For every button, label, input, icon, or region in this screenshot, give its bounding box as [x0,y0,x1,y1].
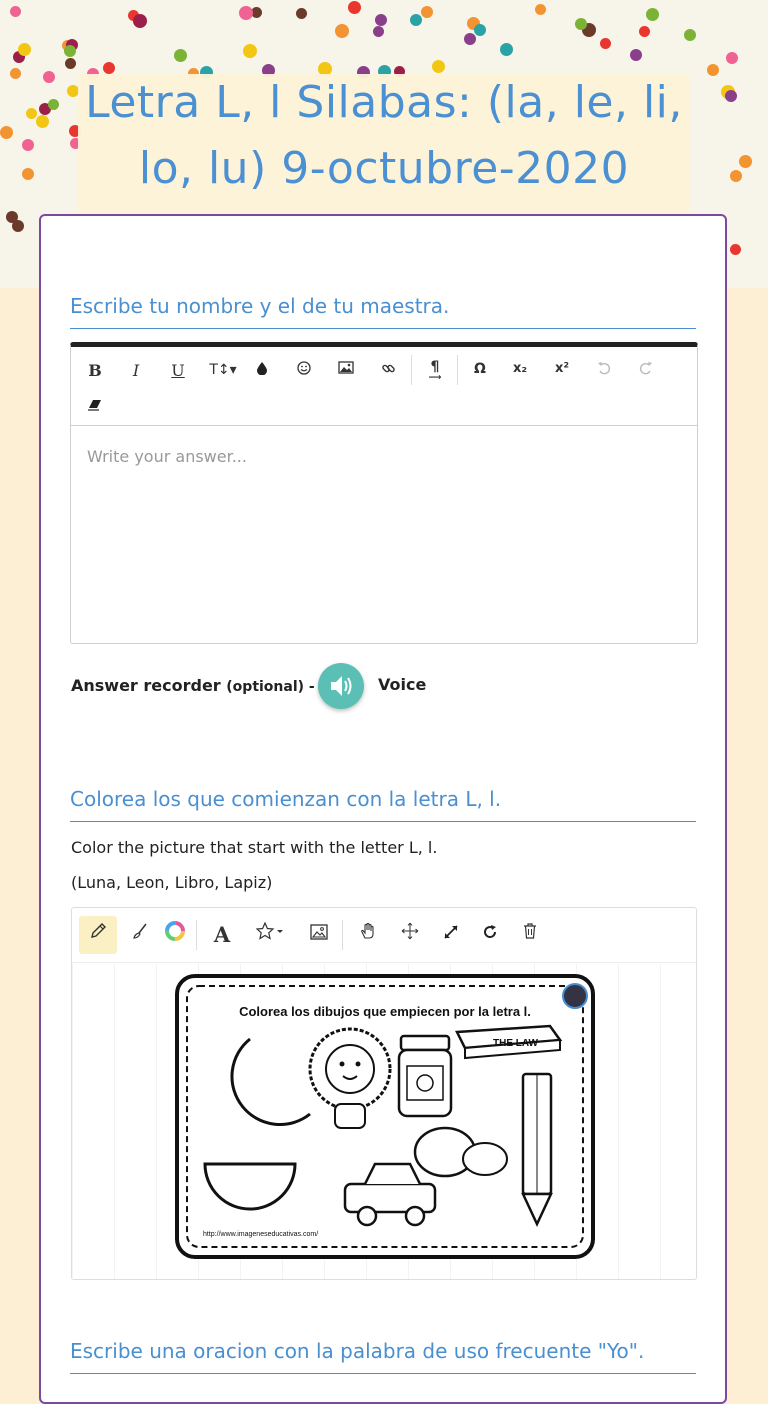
color-wheel-icon [165,921,185,941]
confetti-dot [22,168,34,180]
book-label: THE LAW [493,1038,538,1049]
recorder-optional: (optional) - [226,679,315,695]
recorder-title: Answer recorder [71,676,221,695]
confetti-dot [48,99,59,110]
confetti-dot [575,18,587,30]
paragraph-direction-button[interactable] [421,359,449,381]
confetti-dot [174,49,187,62]
move-tool-button[interactable] [396,921,424,949]
pilcrow-icon: ¶ [430,359,440,375]
subscript-button[interactable]: x₂ [512,361,528,376]
link-icon [381,361,396,376]
voice-label: Voice [378,675,427,694]
confetti-dot [18,43,31,56]
underline-button[interactable]: U [171,361,185,380]
confetti-dot [64,45,76,57]
insert-image-button[interactable] [332,361,360,378]
jar-drawing [399,1036,451,1116]
confetti-dot [410,14,422,26]
confetti-dot [296,8,307,19]
confetti-dot [535,4,546,15]
undo-button[interactable] [590,361,618,379]
confetti-dot [646,8,659,21]
confetti-dot [43,71,55,83]
voice-record-button[interactable] [318,663,364,709]
star-icon [256,922,284,940]
confetti-dot [684,29,696,41]
page-title: Letra L, l Silabas: (la, le, li, lo, lu) 9-octubre-2020 [85,77,683,194]
superscript-button[interactable]: x² [554,361,570,376]
confetti-dot [26,108,37,119]
rich-text-editor [70,342,698,644]
confetti-dot [726,52,738,64]
confetti-dot [36,115,49,128]
pencil-icon [89,922,107,940]
undo-icon [597,361,611,375]
worksheet-url: http://www.imageneseducativas.com/ [203,1231,319,1238]
text-tool-button[interactable] [208,921,236,949]
worksheet-title: Colorea los dibujos que empiecen por la letra l. [239,1004,531,1019]
confetti-dot [375,14,387,26]
pan-tool-button[interactable] [354,921,382,949]
confetti-dot [500,43,513,56]
expand-icon [443,924,459,940]
answer-recorder-label [71,676,315,695]
bold-button[interactable]: B [88,361,102,380]
eraser-icon [87,399,103,411]
brush-tool-button[interactable] [126,921,154,949]
expand-button[interactable] [437,921,465,949]
delete-button[interactable] [516,921,544,949]
emoji-button[interactable] [290,361,318,379]
confetti-dot [239,6,253,20]
image-icon [338,361,354,374]
confetti-dot [335,24,349,38]
question-2-instruction: Color the picture that start with the letter L, l. [71,838,438,857]
rotate-icon [482,924,498,940]
confetti-dot [373,26,384,37]
toolbar-divider [196,920,197,950]
toolbar-divider [342,920,343,950]
confetti-dot [730,170,742,182]
redo-icon [639,361,653,375]
confetti-dot [707,64,719,76]
pencil-tool-button[interactable] [79,916,117,954]
text-a-icon: A [213,922,231,947]
question-3-heading: Escribe una oracion con la palabra de uso frecuente "Yo". [70,1339,696,1374]
confetti-dot [730,244,741,255]
pencil-drawing [523,1074,551,1224]
rotate-button[interactable] [476,921,504,949]
confetti-dot [474,24,486,36]
redo-button[interactable] [632,361,660,379]
image-icon [310,924,328,940]
confetti-dot [10,68,21,79]
confetti-dot [6,211,18,223]
editor-toolbar [71,347,697,426]
insert-link-button[interactable] [374,361,402,380]
confetti-dot [739,155,752,168]
trash-icon [522,922,538,940]
question-2-word-list: (Luna, Leon, Libro, Lapiz) [71,873,273,892]
text-color-button[interactable] [248,361,276,379]
drawing-canvas-widget [71,907,697,1280]
smiley-icon [297,361,311,375]
ink-drop-icon [256,361,268,375]
speaker-icon [326,671,356,701]
confetti-dot [133,14,147,28]
arrow-right-icon: ⟶ [428,373,442,383]
color-picker-button[interactable] [161,921,189,949]
confetti-dot [348,1,361,14]
confetti-dot [10,6,21,17]
toolbar-divider [411,355,412,385]
drawing-canvas[interactable] [72,962,696,1279]
answer-input[interactable]: Write your answer... [87,447,247,466]
drawing-toolbar [72,908,696,963]
confetti-dot [600,38,611,49]
special-characters-button[interactable]: Ω [474,361,486,377]
italic-button[interactable]: I [132,361,140,380]
shapes-dropdown[interactable] [250,921,290,949]
confetti-dot [421,6,433,18]
hand-icon [359,922,377,940]
coloring-worksheet-image [175,974,595,1259]
toolbar-divider [457,355,458,385]
question-1-heading: Escribe tu nombre y el de tu maestra. [70,294,696,329]
clear-formatting-button[interactable] [81,399,109,415]
confetti-dot [630,49,642,61]
confetti-dot [243,44,257,58]
brush-icon [131,922,149,940]
confetti-dot [639,26,650,37]
sticker-badge [563,984,587,1008]
confetti-dot [22,139,34,151]
question-2-heading: Colorea los que comienzan con la letra L, l. [70,787,696,822]
text-size-dropdown[interactable]: T↕▾ [209,362,237,378]
confetti-dot [725,90,737,102]
insert-image-tool-button[interactable] [305,921,333,949]
move-arrows-icon [401,922,419,940]
confetti-dot [0,126,13,139]
confetti-dot [65,58,76,69]
confetti-dot [464,33,476,45]
